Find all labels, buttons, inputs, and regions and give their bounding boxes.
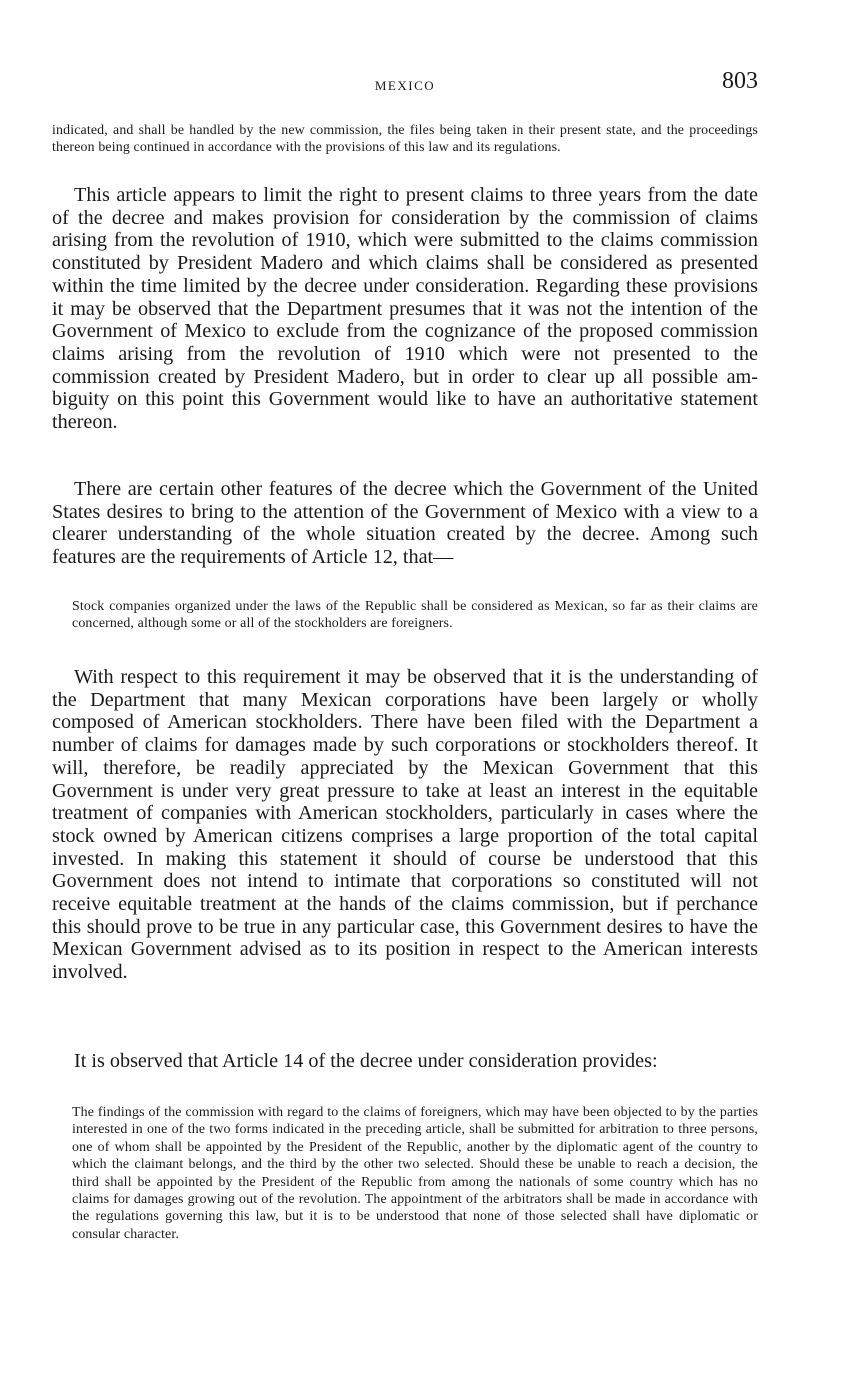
paragraph-article-14: It is observed that Article 14 of the decree under consideration provides: — [74, 1050, 658, 1072]
page-number: 803 — [722, 68, 758, 94]
paragraph-other-features: There are certain other features of the decree which the Government of the United States desires to bring to the attention of the Government of Mexico with a view to a clearer understanding of the whole situation created by the decree. Among such features are the requirements of Article 12, that— — [52, 478, 758, 569]
quote-continuation: indicated, and shall be handled by the new commission, the files being taken in their present state, and the proceedings thereon being continued in accordance with the provisions of this law and its regulations. — [52, 123, 758, 156]
paragraph-article-limit: This article appears to limit the right to present claims to three years from the date of the decree and makes provision for consideration by the commission of claims arising from the revolution of 1910, which were submitted to the claims commission constituted by President Madero and which claims shall be considered as presented within the time limited by the decree under consideration. Regarding these provisions it may be observed that the Department presumes that it was not the intention of the Government of Mexico to exclude from the cognizance of the proposed commission claims arising from the revolution of 1910 which were not presented to the commission created by President Madero, but in order to clear up all possible ambiguity on this point this Government would like to have an authoritative statement thereon. — [52, 184, 758, 434]
quote-article-14: The findings of the commission with regard to the claims of foreigners, which may have been objected to by the parties interested in one of the two forms indicated in the preceding article, shall be submitted for arbitration to three persons, one of whom shall be appointed by the President of the Republic, another by the diplomatic agent of the country to which the claimant belongs, and the third by the other two selected. Should these be unable to reach a decision, the third shall be appointed by the President of the Republic from among the nationals of some country which has no claims for damages growing out of the revolution. The appointment of the arbitrators shall be made in accordance with the regulations governing this law, but it is to be understood that none of those selected shall have diplomatic or consular character. — [72, 1105, 758, 1242]
running-head: MEXICO — [374, 78, 436, 93]
page-header — [52, 68, 758, 100]
paragraph-requirement: With respect to this requirement it may be observed that it is the understanding of the Department that many Mexican corporations have been largely or wholly composed of American stockholders. There have been filed with the Department a number of claims for damages made by such corporations or stockholders thereof. It will, therefore, be readily appreciated by the Mexican Government that this Government is under very great pressure to take at least an interest in the equitable treatment of companies with American stockholders, particularly in cases where the stock owned by American citizens comprises a large proportion of the total capital invested. In making this statement it should of course be understood that this Government does not intend to intimate that corporations so constituted will not receive equitable treatment at the hands of the claims commission, but if perchance this should prove to be true in any particular case, this Government desires to have the Mexican Government advised as to its position in respect to the American interests involved. — [52, 666, 758, 984]
quote-article-12: Stock companies organized under the laws of the Republic shall be considered as Mexican, so far as their claims are concerned, although some or all of the stockholders are foreigners. — [72, 599, 758, 632]
